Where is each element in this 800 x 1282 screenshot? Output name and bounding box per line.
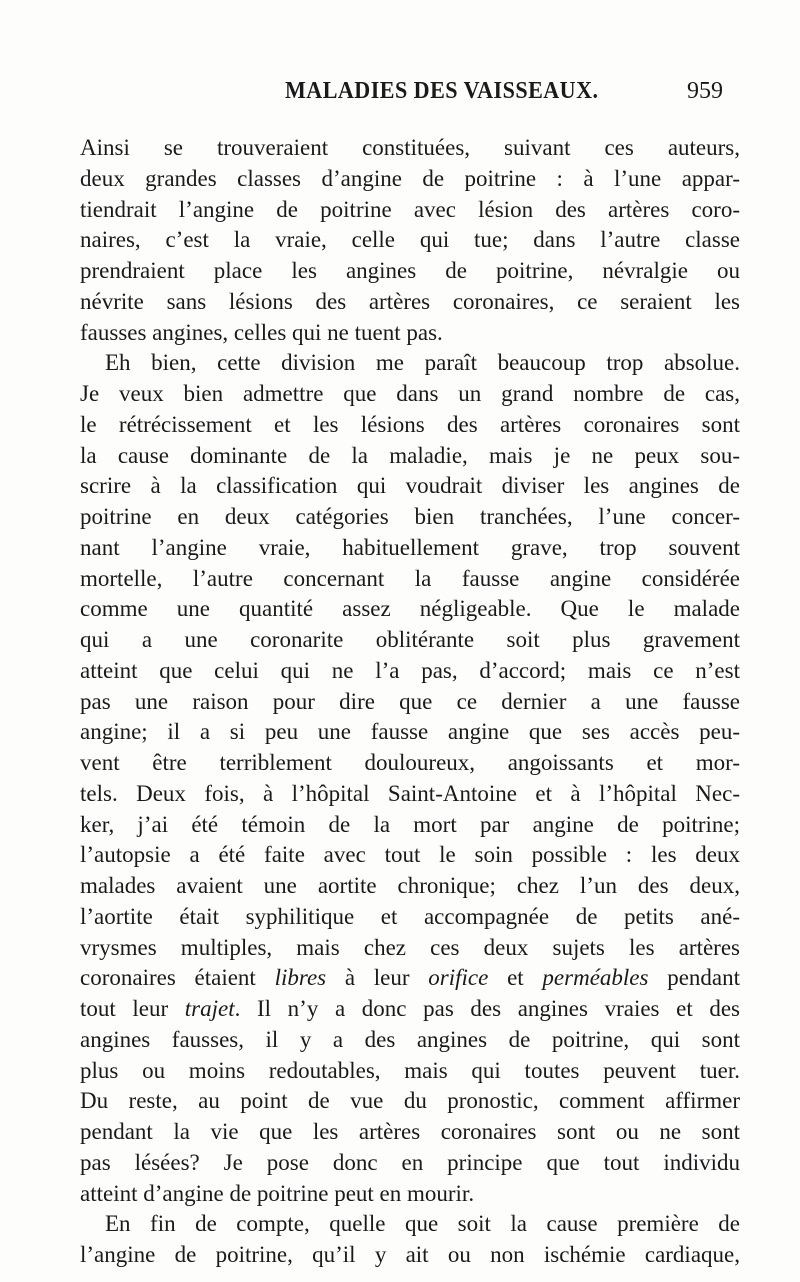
body-text xyxy=(80,135,740,1273)
text-line: tels. Deux fois, à l’hôpital Saint-Antoine et à l’hôpital Nec- xyxy=(80,780,740,806)
text-line: tiendrait l’angine de poitrine avec lésion des artères coro- xyxy=(80,196,740,222)
text-line: fausses angines, celles qui ne tuent pas. xyxy=(80,319,443,345)
italic-term: orifice xyxy=(428,965,489,991)
text-run: et xyxy=(488,965,543,991)
text-line: prendraient place les angines de poitrine, névralgie ou xyxy=(80,258,740,283)
text-line: vrysmes multiples, mais chez ces deux sujets les artères xyxy=(80,934,740,960)
text-line xyxy=(80,965,740,991)
text-line: angines fausses, il y a des angines de poitrine, qui sont xyxy=(80,1026,740,1052)
text-line: deux grandes classes d’angine de poitrine : à l’une appar- xyxy=(80,165,740,191)
text-line: scrire à la classification qui voudrait diviser les angines de xyxy=(80,473,740,499)
text-line: plus ou moins redoutables, mais qui toutes peuvent tuer. xyxy=(80,1057,740,1083)
text-line: comme une quantité assez négligeable. Que le malade xyxy=(80,596,740,622)
text-line: pas une raison pour dire que ce dernier a une fausse xyxy=(80,688,740,714)
text-run: à leur xyxy=(326,965,429,991)
text-run: pendant xyxy=(648,965,740,991)
text-line: Eh bien, cette division me paraît beaucoup trop absolue. xyxy=(105,350,740,376)
text-line: pendant la vie que les artères coronaires sont ou ne sont xyxy=(80,1119,740,1144)
running-title: MALADIES DES VAISSEAUX. xyxy=(285,78,599,104)
italic-term: libres xyxy=(274,965,327,991)
page-header xyxy=(0,78,800,118)
text-run: tout leur xyxy=(80,996,185,1021)
text-line: naires, c’est la vraie, celle qui tue; dans l’autre classe xyxy=(80,227,740,253)
text-line xyxy=(80,996,740,1022)
text-line: qui a une coronarite oblitérante soit plus gravement xyxy=(80,627,740,652)
text-run: coronaires étaient xyxy=(80,965,275,991)
text-line: l’autopsie a été faite avec tout le soin possible : les deux xyxy=(80,842,740,868)
italic-term: trajet xyxy=(184,996,235,1021)
text-line: poitrine en deux catégories bien tranchées, l’une concer- xyxy=(80,504,740,529)
text-line: Ainsi se trouveraient constituées, suivant ces auteurs, xyxy=(80,135,740,160)
text-run: . Il n’y a donc pas des angines vraies et des xyxy=(234,996,740,1021)
text-line: Du reste, au point de vue du pronostic, comment affirmer xyxy=(80,1088,740,1114)
text-line: nant l’angine vraie, habituellement grave, trop souvent xyxy=(80,534,740,560)
text-line: atteint que celui qui ne l’a pas, d’accord; mais ce n’est xyxy=(80,657,740,683)
text-line: ker, j’ai été témoin de la mort par angine de poitrine; xyxy=(80,811,740,837)
italic-term: perméables xyxy=(542,965,649,991)
page-number: 959 xyxy=(687,78,723,104)
text-line: pas lésées? Je pose donc en principe que tout individu xyxy=(80,1149,740,1175)
text-line: névrite sans lésions des artères coronaires, ce seraient les xyxy=(80,288,740,314)
text-line: le rétrécissement et les lésions des artères coronaires sont xyxy=(80,411,740,437)
text-line: atteint d’angine de poitrine peut en mourir. xyxy=(80,1180,475,1206)
text-line: l’aortite était syphilitique et accompagnée de petits ané- xyxy=(80,903,740,929)
text-line: la cause dominante de la maladie, mais je ne peux sou- xyxy=(80,442,740,468)
text-line: Je veux bien admettre que dans un grand nombre de cas, xyxy=(80,381,740,406)
text-line: malades avaient une aortite chronique; chez l’un des deux, xyxy=(80,873,740,898)
text-line: l’angine de poitrine, qu’il y ait ou non ischémie cardiaque, xyxy=(80,1242,740,1267)
text-line: mortelle, l’autre concernant la fausse angine considérée xyxy=(80,565,740,591)
text-line: vent être terriblement douloureux, angoissants et mor- xyxy=(80,750,740,775)
text-line: angine; il a si peu une fausse angine que ses accès peu- xyxy=(80,719,740,745)
text-line: En fin de compte, quelle que soit la cause première de xyxy=(105,1211,740,1237)
